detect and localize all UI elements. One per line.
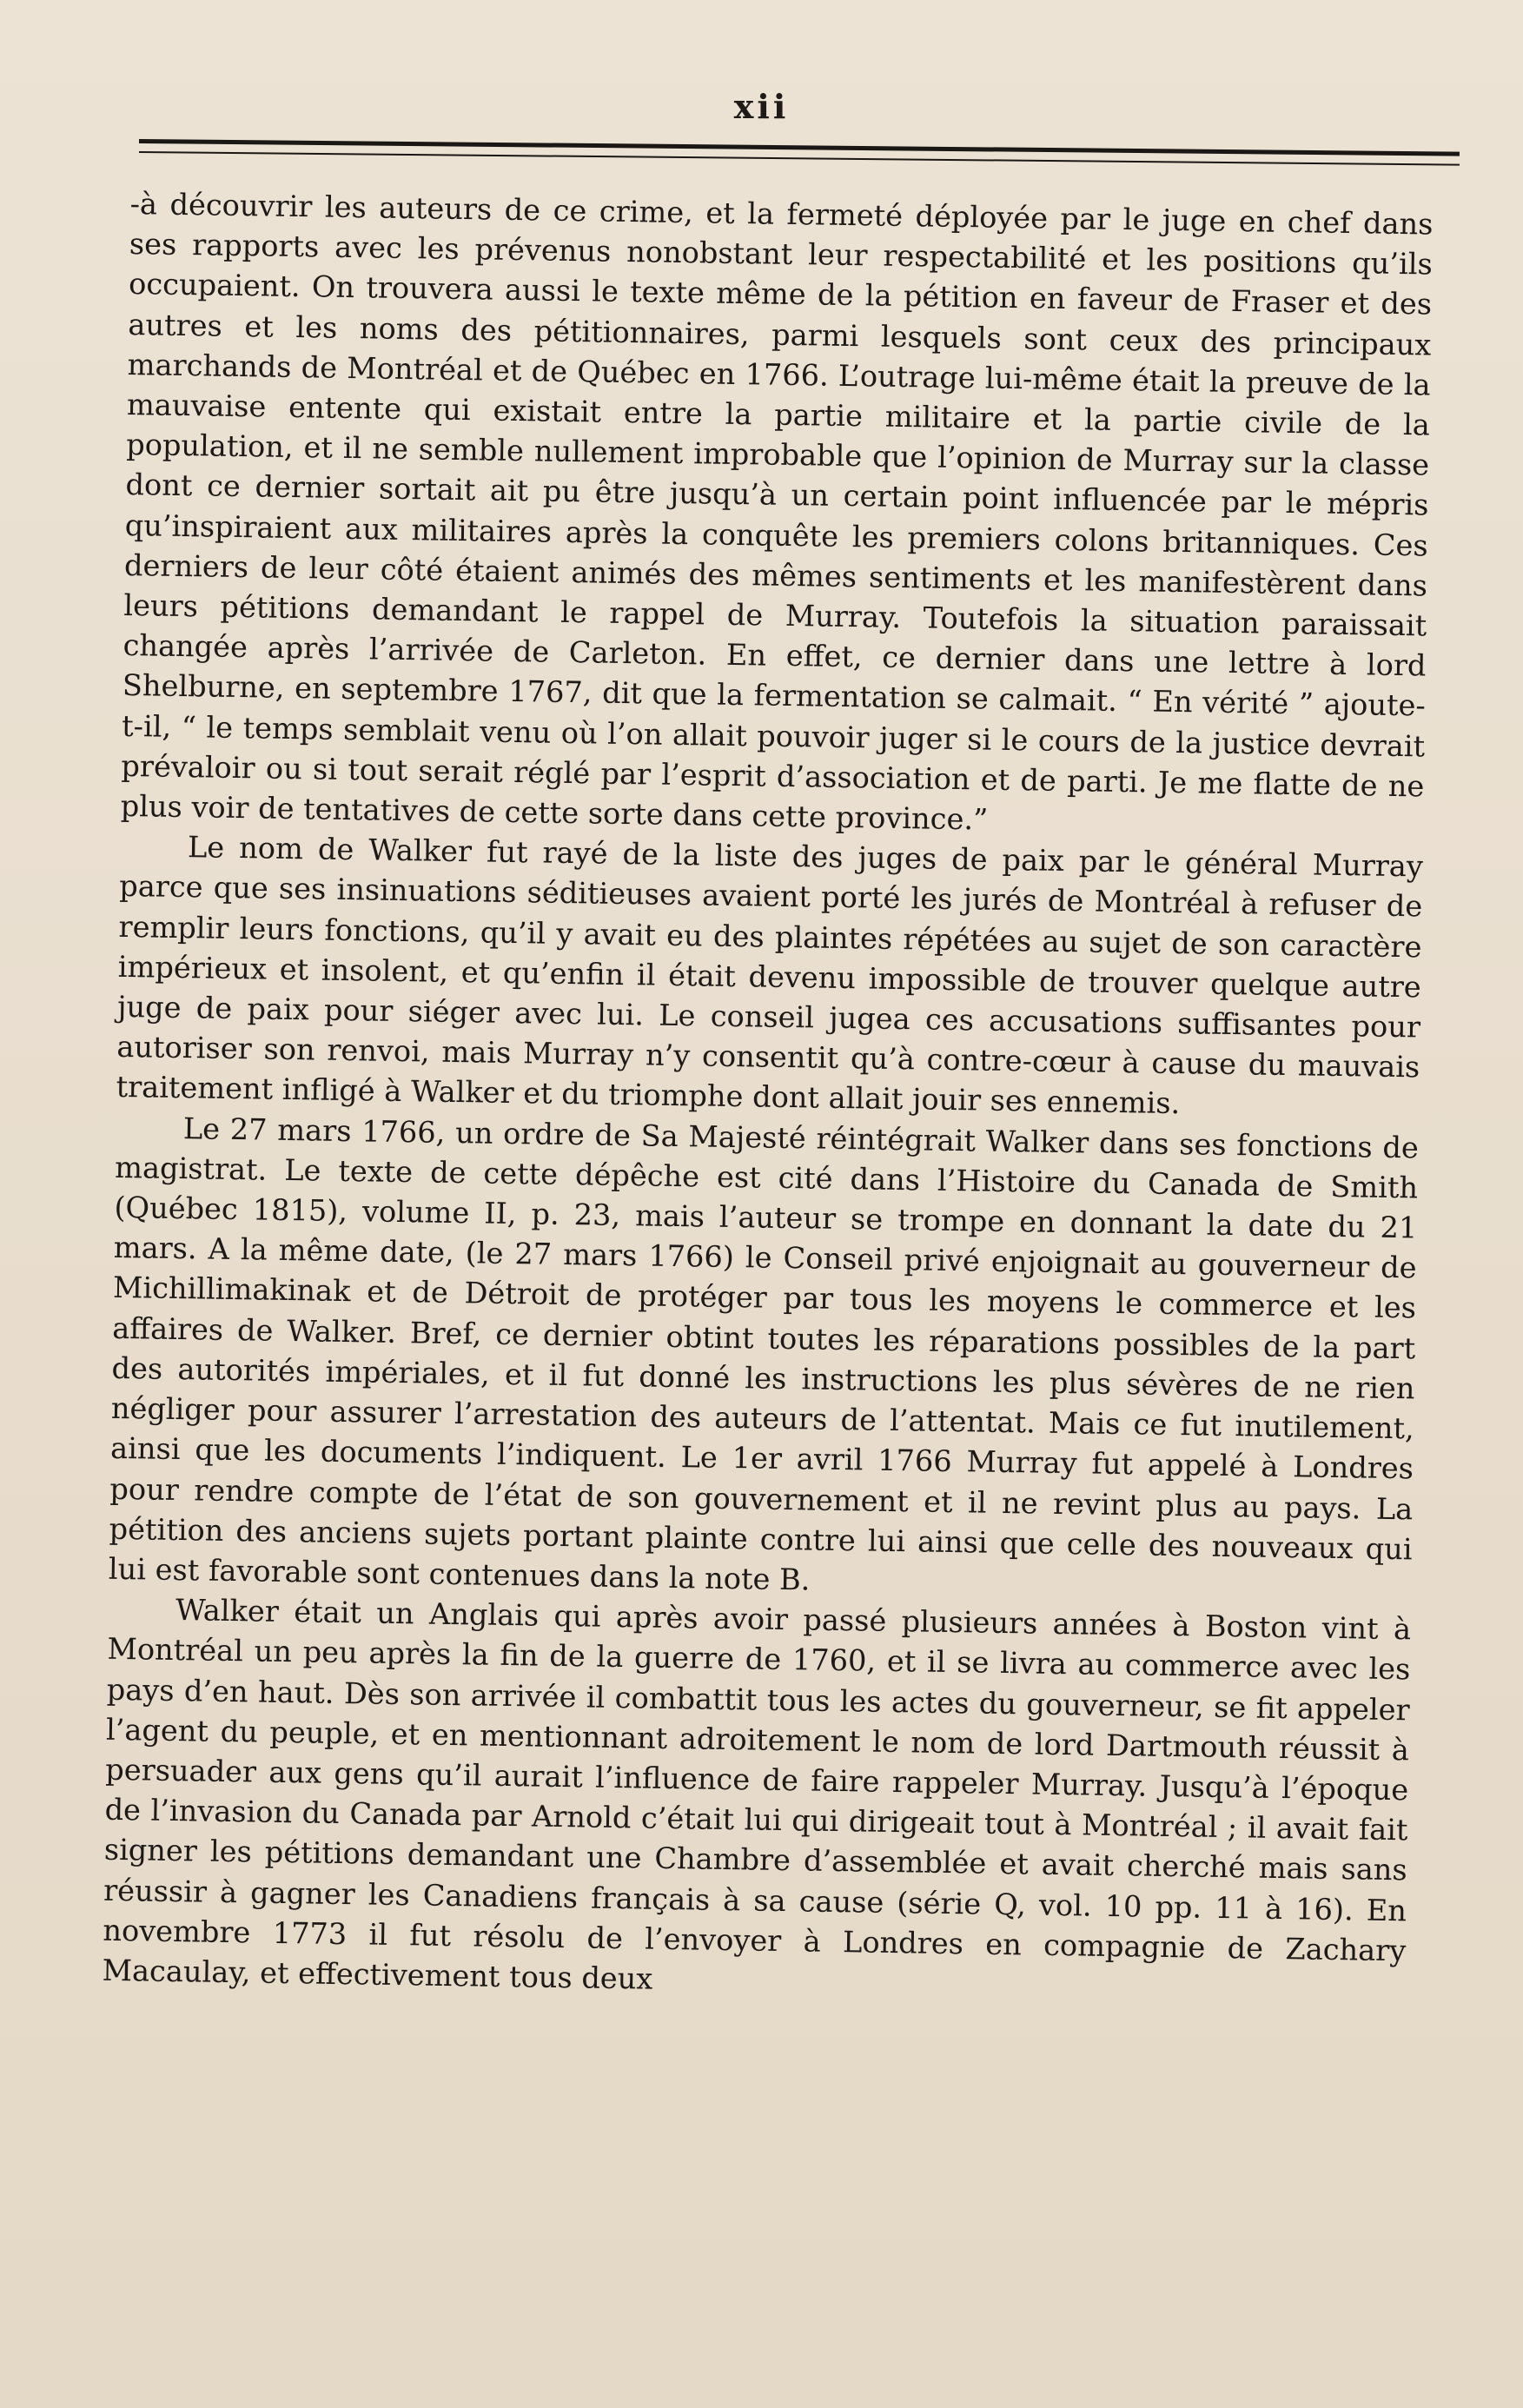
body-text [102, 184, 1433, 2011]
paragraph-3: Le 27 mars 1766, un ordre de Sa Majesté réintégrait Walker dans ses fonctions de magistrat. Le texte de cette dépêche est cité dans l’Histoire du Canada de Smith (Québec 1815), volume II, p. 23, mais l’auteur se trompe en donnant la date du 21 mars. A la même date, (le 27 mars 1766) le Conseil privé enjoignait au gouverneur de Michillimakinak et de Détroit de protéger par tous les moyens le commerce et les affaires de Walker. Bref, ce dernier obtint toutes les réparations possibles de la part des autorités impériales, et il fut donné les instructions les plus sévères de ne rien négliger pour assurer l’arrestation des auteurs de l’attentat. Mais ce fut inutilement, ainsi que les documents l’indiquent. Le 1er avril 1766 Murray fut appelé à Londres pour rendre compte de l’état de son gouvernement et il ne revint plus au pays. La pétition des anciens sujets portant plainte contre lui ainsi que celle des nouveaux qui lui est favorable sont contenues dans la note B. [108, 1111, 1420, 1597]
page-number: xii [733, 87, 790, 126]
paragraph-4: Walker était un Anglais qui après avoir passé plusieurs années à Boston vint à Montréal un peu après la fin de la guerre de 1760, et il se livra au commerce avec les pays d’en haut. Dès son arrivée il combattit tous les actes du gouverneur, se fit appeler l’agent du peuple, et en mentionnant adroitement le nom de lord Dartmouth réussit à persuader aux gens qu’il aurait l’influence de faire rappeler Murray. Jusqu’à l’époque de l’invasion du Canada par Arnold c’était lui qui dirigeait tout à Montréal ; il avait fait signer les pétitions demandant une Chambre d’assemblée et avait cherché mais sans réussir à gagner les Canadiens français à sa cause (série Q, vol. 10 pp. 11 à 16). En novembre 1773 il fut résolu de l’envoyer à Londres en compagnie de Zachary Macaulay, et effectivement tous deux [102, 1593, 1412, 1996]
paragraph-1: -à découvrir les auteurs de ce crime, et la fermeté déployée par le juge en chef dans ses rapports avec les prévenus nonobstant leur respectabilité et les positions qu’ils occupaient. On trouvera aussi le texte même de la pétition en faveur de Fraser et des autres et les noms des pétitionnaires, parmi lesquels sont ceux des principaux marchands de Montréal et de Québec en 1766. L’outrage lui-même était la preuve de la mauvaise entente qui existait entre la partie militaire et la partie civile de la population, et il ne semble nullement improbable que l’opinion de Murray sur la classe dont ce dernier sortait ait pu être jusqu’à un certain point influencée par le mépris qu’inspiraient aux militaires après la conquête les premiers colons britanniques. Ces derniers de leur côté étaient animés des mêmes sentiments et les manifestèrent dans leurs pétitions demandant le rappel de Murray. Toutefois la situation paraissait changée après l’arrivée de Carleton. En effet, ce dernier dans une lettre à lord Shelburne, en septembre 1767, dit que la fermentation se calmait. “ En vérité ” ajoute-t-il, “ le temps semblait venu où l’on allait pouvoir juger si le cours de la justice devrait prévaloir ou si tout serait réglé par l’esprit d’association et de parti. Je me flatte de ne plus voir de tentatives de cette sorte dans cette province.” [120, 186, 1434, 837]
paragraph-2: Le nom de Walker fut rayé de la liste des juges de paix par le général Murray parce que ses insinuations séditieuses avaient porté les jurés de Montréal à refuser de remplir leurs fonctions, qu’il y avait eu des plaintes répétées au sujet de son caractère impérieux et insolent, et qu’enfin il était devenu impossible de trouver quelque autre juge de paix pour siéger avec lui. Le conseil jugea ces accusations suffisantes pour autoriser son renvoi, mais Murray n’y consentit qu’à contre-cœur à cause du mauvais traitement infligé à Walker et du triomphe dont allait jouir ses ennemis. [116, 830, 1424, 1121]
